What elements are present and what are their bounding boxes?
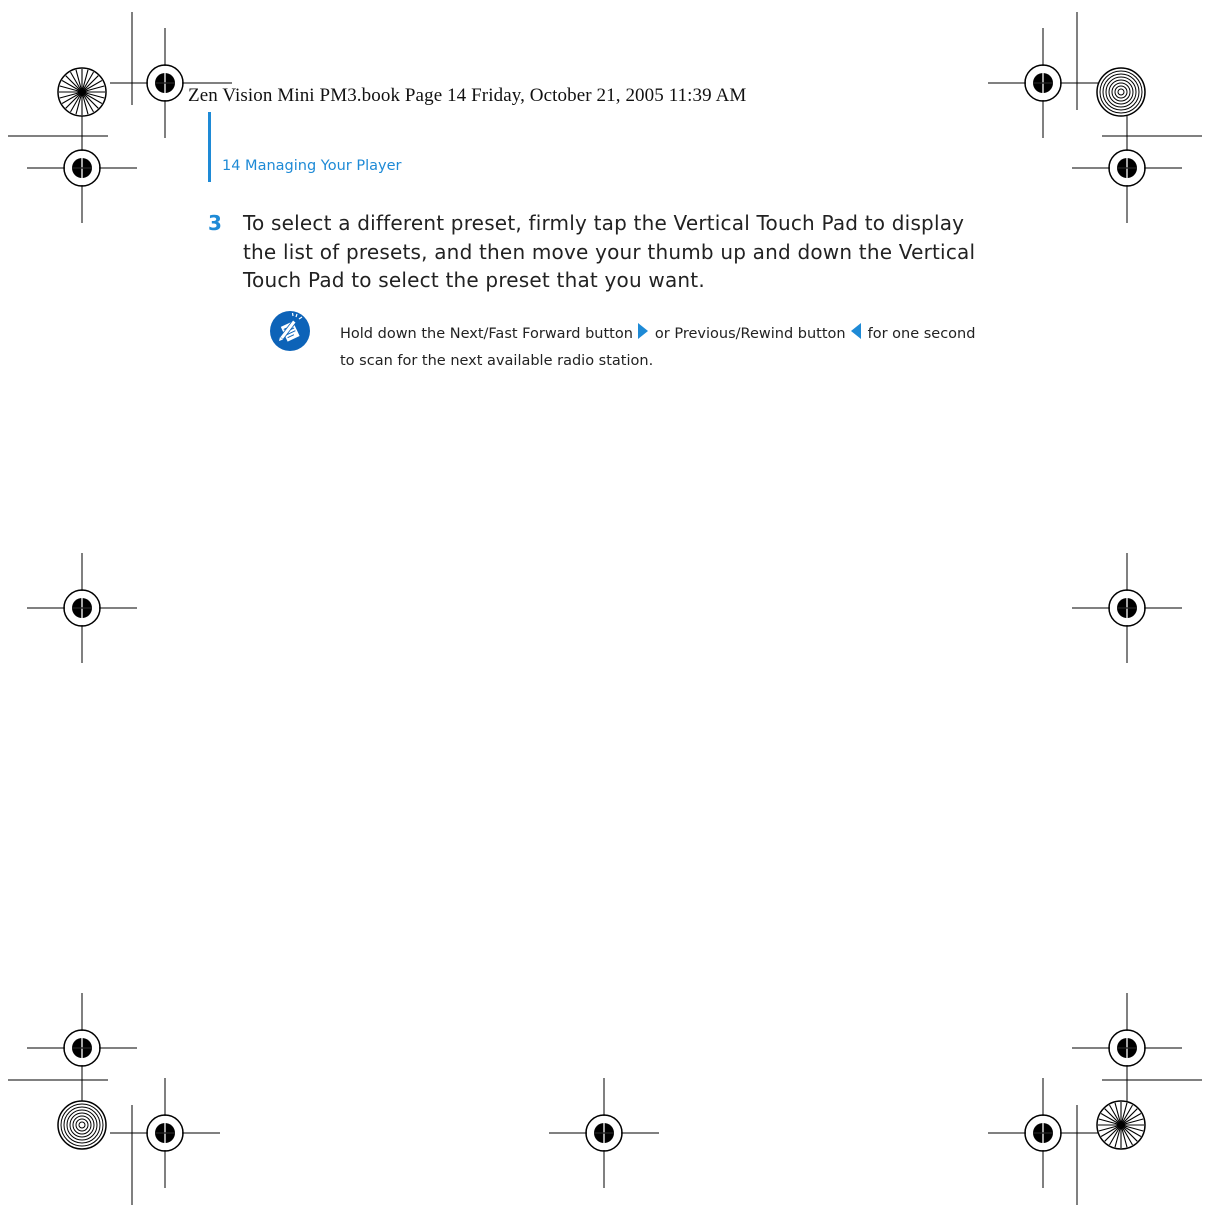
next-fast-forward-icon (637, 322, 649, 349)
note-text-part-3: for one second to scan for the next available radio station. (340, 326, 976, 369)
note-pencil-icon (269, 310, 311, 352)
note-text (340, 322, 980, 374)
step-text: To select a different preset, firmly tap the Vertical Touch Pad to display the list of presets, and then move your thumb up and down the Vertical Touch Pad to select the preset that you want. (243, 211, 976, 292)
step-number: 3 (208, 211, 222, 235)
book-file-header: Zen Vision Mini PM3.book Page 14 Friday, October 21, 2005 11:39 AM (188, 85, 747, 106)
running-head: 14 Managing Your Player (222, 158, 402, 174)
note-text-part-1: Hold down the Next/Fast Forward button (340, 326, 633, 342)
note-text-part-2: or Previous/Rewind button (654, 326, 846, 342)
header-accent-bar (208, 112, 211, 182)
previous-rewind-icon (850, 322, 862, 349)
